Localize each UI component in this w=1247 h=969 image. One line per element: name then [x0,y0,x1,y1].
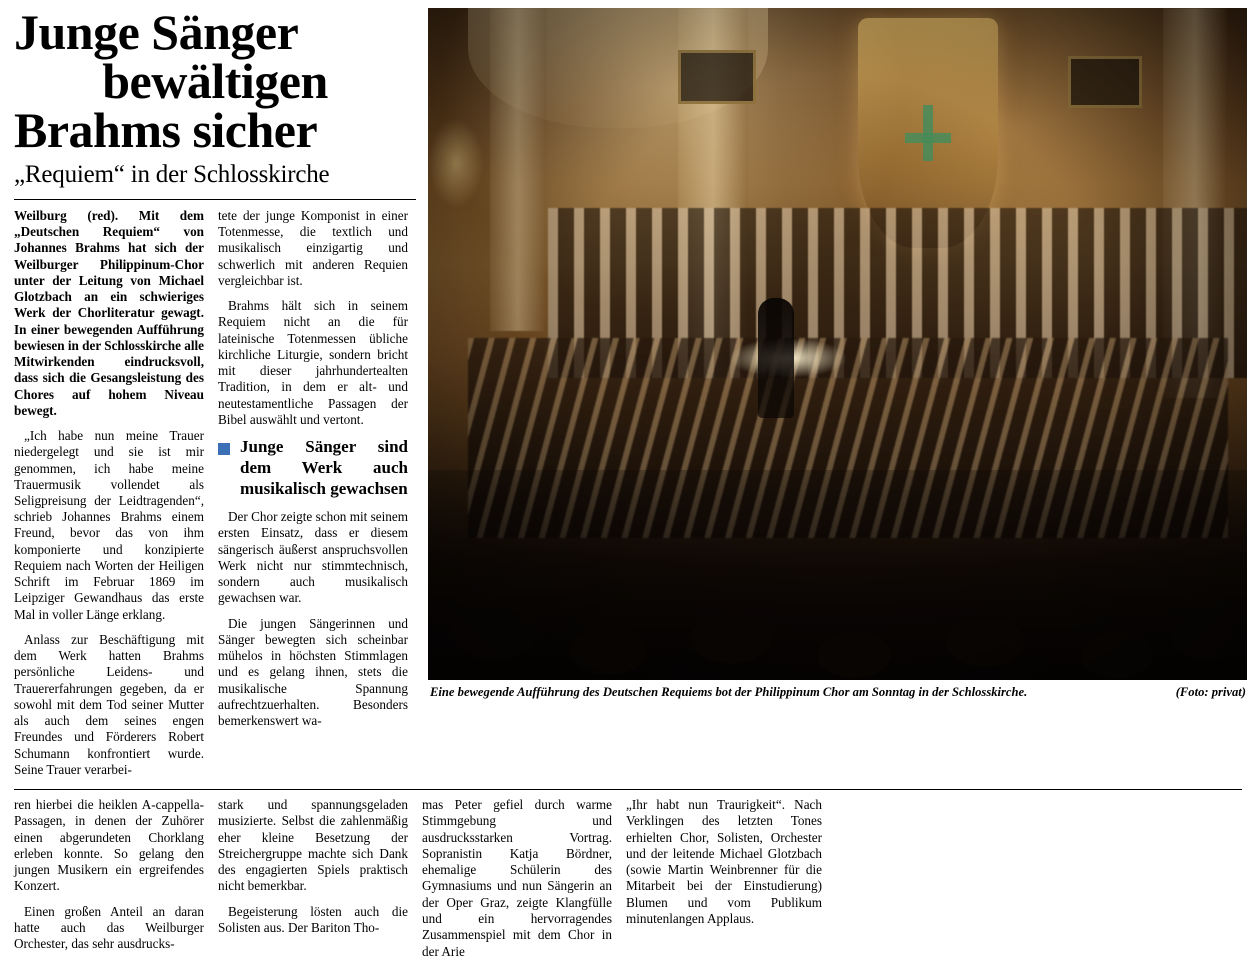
bottom-paragraph-1-1: ren hierbei die heiklen A-cappella-Passagen, in denen der Zuhörer einen abgerundeten Chorklang erleben konnte. So gelang den jungen Musikern ein ergreifendes Konzert. [14,796,204,894]
paragraph-2-2: Brahms hält sich in seinem Requiem nicht an die für lateinische Totenmessen übliche kirchliche Liturgie, sondern bricht mit dieser jahrhundertealten Tradition, in dem er alt- und neutestamentliche Passagen der Bibel auswählt und vertont. [218,298,408,427]
paragraph-1-2: „Ich habe nun meine Trauer niedergelegt und sie ist mir genommen, ich habe meine Trauermusik vollendet als Seligpreisung der Leidtragenden“, schrieb Johannes Brahms einem Freund, bevor das von ihm komponierte und konzipierte Requiem nach Worten der Heiligen Schrift im Februar 1869 im Leipziger Gewandhaus das erste Mal in voller Länge erklang. [14,428,204,622]
headline-line-3: Brahms sicher [14,102,318,158]
paragraph-1-3: Anlass zur Beschäftigung mit dem Werk hatten Brahms persönliche Leidens- und Trauererfahrungen gegeben, da er sowohl mit dem Tod seiner Mutter als auch dem seines engen Freundes und Förderers Robert Schumann konfrontiert wurde. Seine Trauer verarbei- [14,631,204,777]
paragraph-2-3: Der Chor zeigte schon mit seinem ersten Einsatz, dass er diesem sängerisch äußerst anspruchsvollen Werk nicht nur stimmtechnisch, sondern auch musikalisch gewachsen war. [218,509,408,606]
subheadline: „Requiem“ in der Schlosskirche [14,161,330,188]
bottom-column-4 [626,797,822,969]
headline-line-1: Junge Sänger [14,4,299,60]
square-bullet-icon [218,443,230,455]
paragraph-2-1: tete der junge Komponist in einer Totenmesse, die textlich und musikalisch einzigartig und schwerlich mit anderen Requien vergleichbar ist. [218,208,408,288]
photo-vignette [428,8,1247,680]
column-1 [14,208,204,787]
caption-credit: (Foto: privat) [1175,685,1246,699]
bottom-paragraph-4-1: „Ihr habt nun Traurigkeit“. Nach Verklingen des letzten Tones erhielten Chor, Solisten, Orchester und der leitende Michael Glotzbach (sowie Martin Weinbrenner für die Mitarbeit bei der Einstudierung) Blumen und vom Publikum minutenlangen Applaus. [626,796,822,927]
bottom-column-1 [14,797,204,969]
concert-photo [428,8,1247,680]
bottom-paragraph-2-1: stark und spannungsgeladen musizierte. Selbst die zahlenmäßig eher kleine Besetzung der Streichergruppe machte sich Dank des engagierten Spiels praktisch nicht bemerkbar. [218,796,408,894]
page-title [14,4,416,158]
lead-paragraph: Weilburg (red). Mit dem „Deutschen Requiem“ von Johannes Brahms hat sich der Weilburger Philippinum-Chor unter der Leitung von Michael Glotzbach an ein schwieriges Werk der Chorliteratur gewagt. In einer bewegenden Aufführung bewiesen in der Schlosskirche alle Mitwirkenden eindrucksvoll, dass sich die Gesangsleistung des Chores auf hohem Niveau bewegt. [14,208,205,418]
photo-caption [428,680,1247,704]
bottom-paragraph-1-2: Einen großen Anteil an daran hatte auch das Weilburger Orchester, das sehr ausdrucks- [14,903,204,952]
caption-text: Eine bewegende Aufführung des Deutschen Requiems bot der Philippinum Chor am Sonntag in der Schlosskirche. [430,685,1028,699]
crosshead [218,437,408,499]
headline-block [14,4,424,787]
bottom-column-3 [422,797,612,969]
column-2 [218,208,408,787]
paragraph-2-4: Die jungen Sängerinnen und Sänger bewegten sich scheinbar mühelos in höchsten Stimmlagen und es gelang ihnen, stets die musikalische Spannung aufrechtzuerhalten. Besonders bemerkenswert wa- [218,615,408,729]
headline-line-2: bewältigen [102,53,328,109]
crosshead-label: Junge Sänger sind dem Werk auch musikalisch gewachsen [240,437,408,498]
headline-text-columns [14,208,416,787]
bottom-column-2 [218,797,408,969]
bottom-paragraph-3-1: mas Peter gefiel durch warme Stimmgebung und ausdrucksstarken Vortrag. Sopranistin Katja Bördner, ehemalige Schülerin des Gymnasiums und nun Sängerin an der Oper Graz, zeigte Klangfülle und ein hervorragendes Zusammenspiel mit dem Chor in der Arie [422,796,612,959]
bottom-divider-rule [14,789,1242,790]
bottom-paragraph-2-2: Begeisterung lösten auch die Solisten aus. Der Bariton Tho- [218,903,408,936]
divider-rule [14,199,416,200]
photo-block [424,8,1247,704]
top-section [14,4,1246,787]
bottom-columns [14,797,1242,969]
